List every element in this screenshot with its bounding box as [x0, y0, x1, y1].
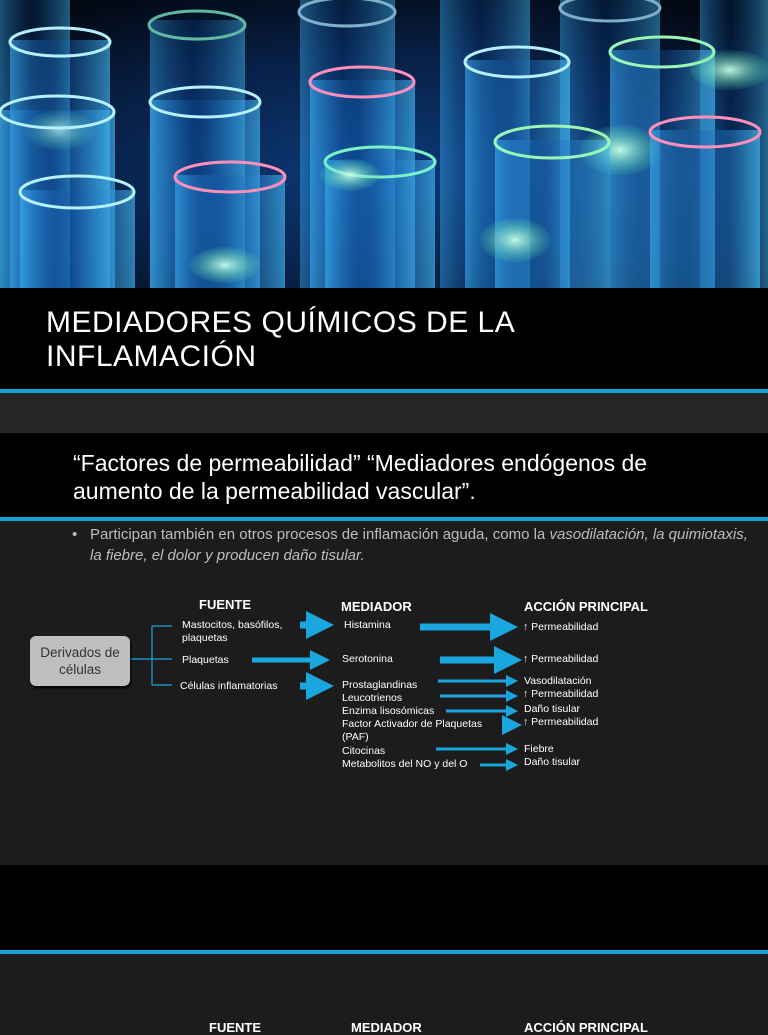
test-tubes-illustration — [0, 0, 768, 288]
action-item: ↑ Permeabilidad — [523, 653, 599, 665]
header-fuente: FUENTE — [199, 597, 251, 612]
source-item: Plaquetas — [182, 654, 229, 666]
action-item: ↑ Permeabilidad — [523, 621, 599, 633]
action-item: Daño tisular — [524, 756, 581, 768]
action-item: Fiebre — [524, 743, 554, 755]
slide3-header-mediador: MEDIADOR — [351, 1020, 422, 1035]
mediator-item: Histamina — [344, 619, 391, 631]
action-item: Daño tisular — [524, 703, 581, 715]
bullet-dot-icon: • — [72, 526, 78, 543]
mediator-item: Serotonina — [342, 653, 393, 665]
header-accion-principal: ACCIÓN PRINCIPAL — [524, 599, 648, 614]
source-item: Células inflamatorias — [180, 680, 278, 692]
mediator-item: Leucotrienos — [342, 692, 403, 704]
origin-label: Derivados de células — [40, 645, 120, 677]
slide-title: MEDIADORES QUÍMICOS DE LA INFLAMACIÓN — [46, 306, 514, 373]
action-item: ↑ Permeabilidad — [523, 688, 599, 700]
slide3-body — [0, 954, 768, 1035]
source-item: Mastocitos, basófilos, plaquetas — [182, 619, 283, 644]
bullet-point — [72, 524, 752, 566]
slide3-header-fuente: FUENTE — [209, 1020, 261, 1035]
bullet-text: Participan también en otros procesos de inflamación aguda, como la — [90, 526, 550, 543]
slide2-title: “Factores de permeabilidad” “Mediadores endógenos de aumento de la permeabilidad vascular”. — [73, 450, 648, 504]
slide3-header-accion: ACCIÓN PRINCIPAL — [524, 1020, 648, 1035]
mediator-item: Metabolitos del NO y del O — [342, 758, 468, 770]
header-mediador: MEDIADOR — [341, 599, 412, 614]
mediator-item: Enzima lisosómicas — [342, 705, 435, 717]
hero-image-test-tubes — [0, 0, 768, 288]
action-item: ↑ Permeabilidad — [523, 716, 599, 728]
action-item: Vasodilatación — [524, 675, 592, 687]
slide3-title-bar — [0, 865, 768, 950]
origin-box — [30, 636, 130, 686]
slide2-top-band — [0, 393, 768, 433]
origin-bracket — [130, 626, 172, 685]
mediator-item: Factor Activador de Plaquetas (PAF) — [342, 718, 483, 743]
bullet-italic-text: vasodilatación, la quimiotaxis, la fiebre, el dolor y producen daño tisular. — [90, 526, 748, 564]
mediator-item: Citocinas — [342, 745, 386, 757]
accent-rule-slide2 — [0, 517, 768, 521]
mediator-item: Prostaglandinas — [342, 679, 418, 691]
